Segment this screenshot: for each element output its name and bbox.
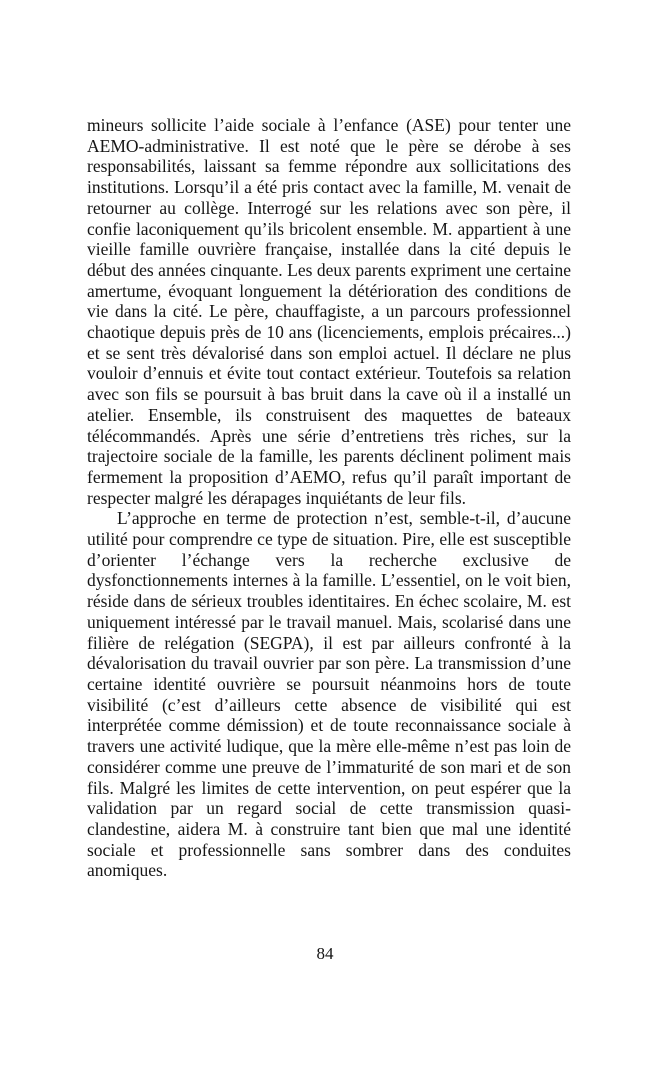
page-number: 84 xyxy=(316,944,334,963)
paragraph-continued: mineurs sollicite l’aide sociale à l’enfance (ASE) pour tenter une AEMO-administrative. Il est noté que le père se dérobe à ses responsabilités, laissant sa femme répondre aux sollicitations des institutions. Lorsqu’il a été pris contact avec la famille, M. venait de retourner au collège. Interrogé sur les relations avec son père, il confie laconiquement qu’ils bricolent ensemble. M. appartient à une vieille famille ouvrière française, installée dans la cité depuis le début des années cinquante. Les deux parents expriment une certaine amertume, évoquant longuement la détérioration des conditions de vie dans la cité. Le père, chauffagiste, a un parcours professionnel chaotique depuis près de 10 ans (licenciements, emplois précaires...) et se sent très dévalorisé dans son emploi actuel. Il déclare ne plus vouloir d’ennuis et évite tout contact extérieur. Toutefois sa relation avec son fils se poursuit à bas bruit dans la cave où il a installé un atelier. Ensemble, ils construisent des maquettes de bateaux télécommandés. Après une série d’entretiens très riches, sur la trajectoire sociale de la famille, les parents déclinent poliment mais fermement la proposition d’AEMO, refus qu’il paraît important de respecter malgré les dérapages inquiétants de leur fils. xyxy=(87,115,571,508)
body-text xyxy=(87,115,571,881)
paragraph: L’approche en terme de protection n’est, semble-t-il, d’aucune utilité pour comprendre ce type de situation. Pire, elle est susceptible d’orienter l’échange vers la recherche exclusive de dysfonctionnements internes à la famille. L’essentiel, on le voit bien, réside dans de sérieux troubles identitaires. En échec scolaire, M. est uniquement intéressé par le travail manuel. Mais, scolarisé dans une filière de relégation (SEGPA), il est par ailleurs confronté à la dévalorisation du travail ouvrier par son père. La transmission d’une certaine identité ouvrière se poursuit néanmoins hors de toute visibilité (c’est d’ailleurs cette absence de visibilité qui est interprétée comme démission) et de toute reconnaissance sociale à travers une activité ludique, que la mère elle-même n’est pas loin de considérer comme une preuve de l’immaturité de son mari et de son fils. Malgré les limites de cette intervention, on peut espérer que la validation par un regard social de cette transmission quasi-clandestine, aidera M. à construire tant bien que mal une identité sociale et professionnelle sans sombrer dans des conduites anomiques. xyxy=(87,508,571,881)
